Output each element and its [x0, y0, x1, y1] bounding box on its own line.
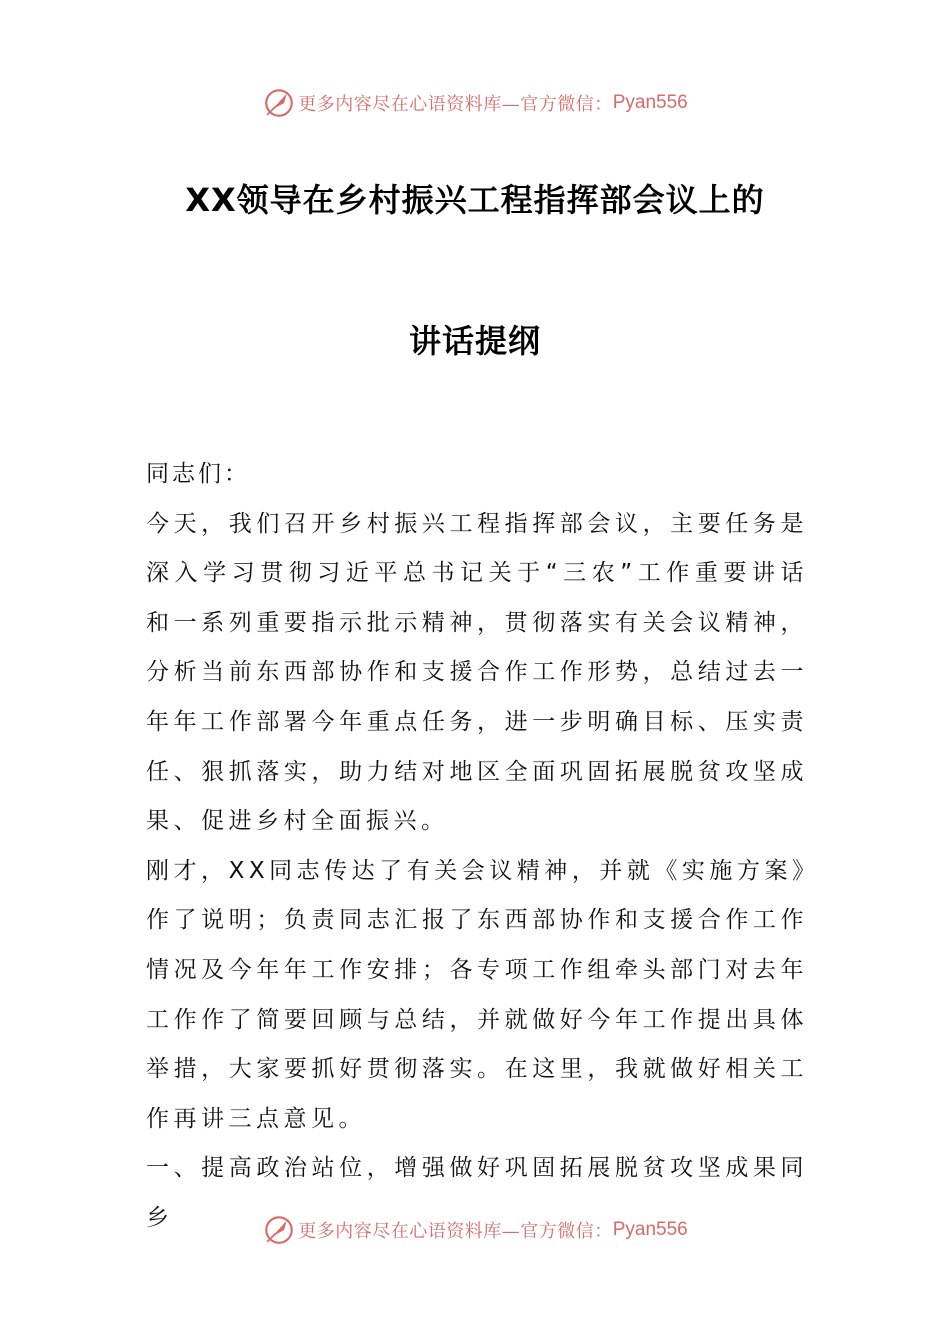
watermark-header [0, 85, 950, 121]
watermark-footer [0, 1212, 950, 1248]
watermark-text: 更多内容尽在心语资料库—官方微信： [298, 1221, 613, 1242]
watermark-wechat-id: Pyan556 [612, 1219, 688, 1240]
document-title-line1: XX领导在乡村振兴工程指挥部会议上的 [185, 181, 765, 219]
paragraph: 刚才，XX同志传达了有关会议精神，并就《实施方案》作了说明；负责同志汇报了东西部协作和支援合作工作情况及今年年工作安排；各专项工作组牵头部门对去年工作作了简要回顾与总结，并就做好今年工作提出具体举措，大家要抓好贯彻落实。在这里，我就做好相关工作再讲三点意见。 [146, 857, 808, 1132]
watermark-text: 更多内容尽在心语资料库—官方微信： [298, 94, 613, 115]
feather-pen-logo-icon [262, 86, 296, 120]
feather-pen-logo-icon [262, 1213, 296, 1247]
salutation: 同志们： [146, 461, 250, 487]
section-heading: 一、提高政治站位，增强做好巩固拓展脱贫攻坚成果同乡 [146, 1155, 808, 1231]
document-body [146, 450, 808, 1244]
document-title-line2: 讲话提纲 [408, 322, 541, 360]
watermark-wechat-id: Pyan556 [612, 92, 688, 113]
paragraph: 今天，我们召开乡村振兴工程指挥部会议，主要任务是深入学习贯彻习近平总书记关于“三农”工作重要讲话和一系列重要指示批示精神，贯彻落实有关会议精神，分析当前东西部协作和支援合作工作形势，总结过去一年年工作部署今年重点任务，进一步明确目标、压实责任、狠抓落实，助力结对地区全面巩固拓展脱贫攻坚成果、促进乡村全面振兴。 [146, 510, 808, 835]
